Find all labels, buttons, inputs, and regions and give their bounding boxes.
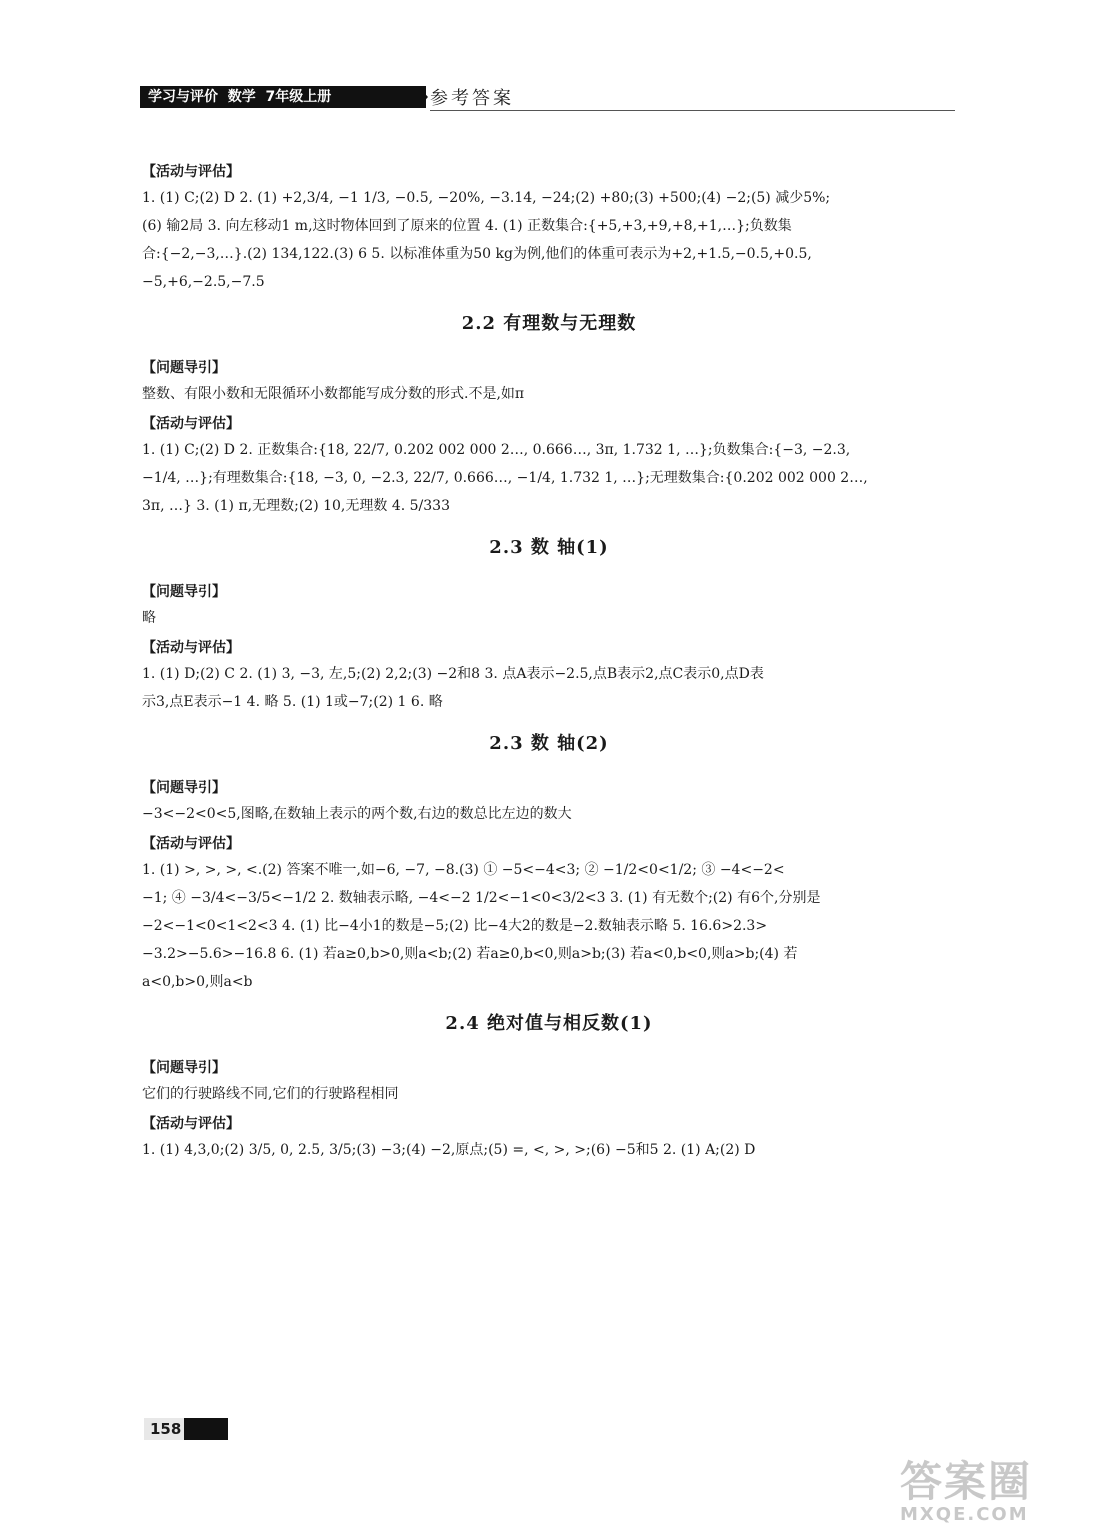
answer-line: 示3,点E表示−1 4. 略 5. (1) 1或−7;(2) 1 6. 略 bbox=[142, 694, 443, 710]
section-label: 【问题导引】 bbox=[142, 360, 226, 376]
answer-line: 1. (1) D;(2) C 2. (1) 3, −3, 左,5;(2) 2,2;(3) −2和8 3. 点A表示−2.5,点B表示2,点C表示0,点D表 bbox=[142, 666, 764, 682]
answer-line: 1. (1) >, >, >, <.(2) 答案不唯一,如−6, −7, −8.(3) ① −5<−4<3; ② −1/2<0<1/2; ③ −4<−2< bbox=[142, 862, 785, 878]
section-label: 【活动与评估】 bbox=[142, 416, 240, 432]
answer-line: 它们的行驶路线不同,它们的行驶路程相同 bbox=[142, 1086, 399, 1102]
answer-line: −5,+6,−2.5,−7.5 bbox=[142, 274, 265, 290]
section-label: 【活动与评估】 bbox=[142, 640, 240, 656]
answer-line: 1. (1) C;(2) D 2. 正数集合:{18, 22/7, 0.202 002 000 2…, 0.666…, 3π, 1.732 1, …};负数集合:{−3, −2.3, bbox=[142, 442, 851, 458]
page-header bbox=[140, 84, 955, 114]
page-number: 158 bbox=[144, 1418, 228, 1440]
answer-line: 略 bbox=[142, 610, 156, 626]
answer-content bbox=[142, 156, 956, 1164]
answer-line: 整数、有限小数和无限循环小数都能写成分数的形式.不是,如π bbox=[142, 386, 525, 402]
answer-line: 3π, …} 3. (1) π,无理数;(2) 10,无理数 4. 5/333 bbox=[142, 498, 450, 514]
section-label: 【问题导引】 bbox=[142, 584, 226, 600]
section-title: 2.2 有理数与无理数 bbox=[461, 313, 637, 334]
section-title: 2.4 绝对值与相反数(1) bbox=[445, 1013, 653, 1034]
book-title-bar: 学习与评价 数学 7年级上册 bbox=[140, 86, 426, 108]
answer-line: a<0,b>0,则a<b bbox=[142, 974, 253, 990]
header-rule bbox=[430, 110, 955, 111]
section-title: 2.3 数 轴(1) bbox=[489, 537, 609, 558]
header-title: 参考答案 bbox=[430, 88, 514, 109]
answer-line: 1. (1) C;(2) D 2. (1) +2,3/4, −1 1/3, −0.5, −20%, −3.14, −24;(2) +80;(3) +500;(4) −2;(5) 减少5%; bbox=[142, 190, 831, 206]
answer-line: 1. (1) 4,3,0;(2) 3/5, 0, 2.5, 3/5;(3) −3;(4) −2,原点;(5) =, <, >, >;(6) −5和5 2. (1) A;(2) D bbox=[142, 1142, 756, 1158]
answer-line: −3.2>−5.6>−16.8 6. (1) 若a≥0,b>0,则a<b;(2) 若a≥0,b<0,则a>b;(3) 若a<0,b<0,则a>b;(4) 若 bbox=[142, 946, 798, 962]
section-label: 【问题导引】 bbox=[142, 1060, 226, 1076]
section-title: 2.3 数 轴(2) bbox=[489, 733, 609, 754]
answer-line: −1/4, …};有理数集合:{18, −3, 0, −2.3, 22/7, 0.666…, −1/4, 1.732 1, …};无理数集合:{0.202 002 000 2…, bbox=[142, 470, 868, 486]
section-label: 【活动与评估】 bbox=[142, 836, 240, 852]
answer-line: 合:{−2,−3,…}.(2) 134,122.(3) 6 5. 以标准体重为50 kg为例,他们的体重可表示为+2,+1.5,−0.5,+0.5, bbox=[142, 246, 812, 262]
section-label: 【活动与评估】 bbox=[142, 1116, 240, 1132]
answer-line: −1; ④ −3/4<−3/5<−1/2 2. 数轴表示略, −4<−2 1/2<−1<0<3/2<3 3. (1) 有无数个;(2) 有6个,分别是 bbox=[142, 890, 821, 906]
answer-line: −2<−1<0<1<2<3 4. (1) 比−4小1的数是−5;(2) 比−4大2的数是−2.数轴表示略 5. 16.6>2.3> bbox=[142, 918, 768, 934]
answer-line: (6) 输2局 3. 向左移动1 m,这时物体回到了原来的位置 4. (1) 正数集合:{+5,+3,+9,+8,+1,…};负数集 bbox=[142, 218, 792, 234]
section-label: 【问题导引】 bbox=[142, 780, 226, 796]
section-label: 【活动与评估】 bbox=[142, 164, 240, 180]
answer-line: −3<−2<0<5,图略,在数轴上表示的两个数,右边的数总比左边的数大 bbox=[142, 806, 572, 822]
watermark-logo: 答案圈 MXQE.COM bbox=[900, 1457, 1033, 1525]
